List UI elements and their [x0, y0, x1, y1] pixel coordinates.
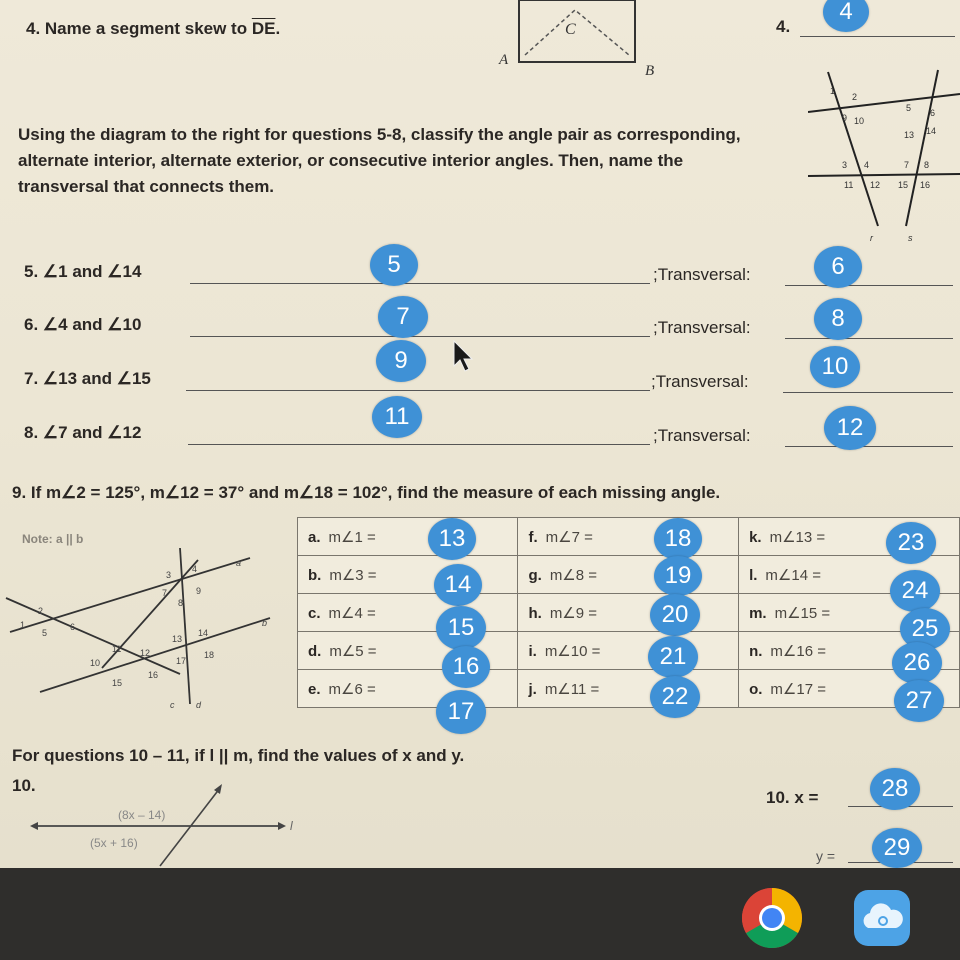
answer-badge-27[interactable]: 27	[894, 680, 944, 722]
q9-note: Note: a || b	[22, 532, 84, 546]
q6-transversal-line	[785, 338, 953, 339]
answer-badge-28[interactable]: 28	[870, 768, 920, 810]
x-answer-label: 10. x =	[766, 788, 819, 807]
mouse-cursor-icon	[453, 340, 477, 374]
q7-transversal-line	[783, 392, 953, 393]
cell-e: e. m∠6 =	[298, 670, 518, 708]
answer-badge-9[interactable]: 9	[376, 340, 426, 382]
svg-text:14: 14	[926, 126, 937, 136]
svg-text:16: 16	[148, 670, 159, 680]
svg-text:13: 13	[172, 634, 183, 644]
table-row	[298, 594, 960, 632]
answer-badge-29[interactable]: 29	[872, 828, 922, 868]
svg-text:1: 1	[830, 86, 836, 96]
cell-n: n. m∠16 =	[739, 632, 960, 670]
answer-badge-7[interactable]: 7	[378, 296, 428, 338]
table-row	[298, 556, 960, 594]
q8-text: 8. ∠7 and ∠12	[24, 423, 142, 442]
svg-text:2: 2	[852, 92, 858, 102]
svg-text:6: 6	[70, 622, 76, 632]
cell-b: b. m∠3 =	[298, 556, 518, 594]
answer-badge-23[interactable]: 23	[886, 522, 936, 564]
expr-1: (8x – 14)	[118, 808, 166, 822]
table-row	[298, 670, 960, 708]
q4-text: 4. Name a segment skew to $\overline{DE}$.	[26, 19, 281, 38]
segment-de: $\overline{DE}$	[251, 19, 276, 38]
svg-text:16: 16	[920, 180, 931, 190]
answer-badge-21[interactable]: 21	[648, 636, 698, 678]
answer-badge-24[interactable]: 24	[890, 570, 940, 612]
q5-transversal-line	[785, 285, 953, 286]
cell-k: k. m∠13 =	[739, 518, 960, 556]
transversal-diagram	[808, 66, 960, 242]
svg-text:r: r	[870, 233, 873, 242]
answer-badge-4[interactable]: 4	[823, 0, 869, 32]
cloud-icon[interactable]	[852, 888, 912, 948]
svg-text:3: 3	[166, 570, 172, 580]
answer-badge-18[interactable]: 18	[654, 518, 702, 560]
q4-answer-label: 4.	[776, 17, 791, 36]
cell-h: h. m∠9 =	[518, 594, 739, 632]
svg-text:a: a	[236, 558, 242, 568]
q4-answer-line	[800, 36, 955, 37]
answer-badge-12[interactable]: 12	[824, 406, 876, 450]
label-b: B	[645, 63, 655, 79]
q8-transversal-line	[785, 446, 953, 447]
q10-number: 10.	[12, 776, 36, 795]
svg-text:9: 9	[842, 113, 848, 123]
svg-text:13: 13	[904, 130, 915, 140]
answer-badge-5[interactable]: 5	[370, 244, 418, 286]
cell-o: o. m∠17 =	[739, 670, 960, 708]
svg-text:8: 8	[178, 598, 184, 608]
answer-badge-19[interactable]: 19	[654, 556, 702, 596]
label-c: C	[565, 21, 576, 38]
svg-text:11: 11	[844, 180, 854, 190]
q5-transversal-label: ;Transversal:	[653, 265, 751, 284]
cell-g: g. m∠8 =	[518, 556, 739, 594]
table-row	[298, 518, 960, 556]
q9-text: 9. If m∠2 = 125°, m∠12 = 37° and m∠18 = 102°, find the measure of each missing angle.	[12, 483, 721, 502]
svg-text:6: 6	[930, 108, 936, 118]
answer-badge-22[interactable]: 22	[650, 676, 700, 718]
q7-answer-line	[186, 390, 650, 391]
q5-text: 5. ∠1 and ∠14	[24, 262, 142, 281]
svg-text:b: b	[262, 618, 268, 628]
cell-l: l. m∠14 =	[739, 556, 960, 594]
line-l-label: l	[290, 819, 293, 833]
q9-angle-diagram	[0, 540, 285, 712]
svg-text:5: 5	[42, 628, 48, 638]
answer-badge-13[interactable]: 13	[428, 518, 476, 560]
q6-transversal-label: ;Transversal:	[653, 318, 751, 337]
answer-badge-25[interactable]: 25	[900, 608, 950, 650]
cell-i: i. m∠10 =	[518, 632, 739, 670]
q8-answer-line	[188, 444, 650, 445]
svg-text:10: 10	[854, 116, 865, 126]
q6-answer-line	[190, 336, 650, 337]
svg-text:10: 10	[90, 658, 101, 668]
svg-text:15: 15	[898, 180, 909, 190]
svg-text:7: 7	[904, 160, 910, 170]
instructions-text: Using the diagram to the right for questions 5-8, classify the angle pair as corresponding, alternate interior, alternate exterior, or consecutive interior angles. Then, name the transversal that connects them.	[18, 125, 741, 196]
answer-badge-10[interactable]: 10	[810, 346, 860, 388]
answer-badge-15[interactable]: 15	[436, 606, 486, 650]
q7-transversal-label: ;Transversal:	[651, 372, 749, 391]
q10-11-heading: For questions 10 – 11, if l || m, find the values of x and y.	[12, 746, 465, 765]
svg-text:4: 4	[864, 160, 870, 170]
svg-text:18: 18	[204, 650, 215, 660]
svg-text:1: 1	[20, 620, 26, 630]
q5-answer-line	[190, 283, 650, 284]
svg-text:8: 8	[924, 160, 930, 170]
svg-text:17: 17	[176, 656, 187, 666]
answer-badge-26[interactable]: 26	[892, 642, 942, 684]
svg-text:11: 11	[112, 644, 122, 654]
y-answer-label: y =	[816, 848, 836, 864]
svg-text:c: c	[170, 700, 175, 710]
cell-d: d. m∠5 =	[298, 632, 518, 670]
answer-badge-8[interactable]: 8	[814, 298, 862, 340]
answer-badge-20[interactable]: 20	[650, 594, 700, 636]
top-rectangle-diagram	[495, 0, 665, 80]
cell-m: m. m∠15 =	[739, 594, 960, 632]
q10-diagram	[28, 780, 308, 868]
table-row	[298, 632, 960, 670]
svg-text:5: 5	[906, 103, 912, 113]
q7-text: 7. ∠13 and ∠15	[24, 369, 151, 388]
svg-text:s: s	[908, 233, 913, 242]
taskbar	[0, 868, 960, 960]
answer-badge-16[interactable]: 16	[442, 646, 490, 688]
svg-text:12: 12	[870, 180, 881, 190]
expr-2: (5x + 16)	[90, 836, 138, 850]
svg-text:4: 4	[192, 564, 198, 574]
answer-badge-14[interactable]: 14	[434, 564, 482, 606]
chrome-icon[interactable]	[740, 886, 804, 950]
cell-c: c. m∠4 =	[298, 594, 518, 632]
missing-angle-table	[297, 517, 960, 708]
answer-badge-17[interactable]: 17	[436, 690, 486, 734]
svg-text:d: d	[196, 700, 202, 710]
answer-badge-11[interactable]: 11	[372, 396, 422, 438]
svg-text:12: 12	[140, 648, 151, 658]
svg-text:9: 9	[196, 586, 202, 596]
q8-transversal-label: ;Transversal:	[653, 426, 751, 445]
svg-text:15: 15	[112, 678, 123, 688]
cell-j: j. m∠11 =	[518, 670, 739, 708]
answer-badge-6[interactable]: 6	[814, 246, 862, 288]
svg-text:7: 7	[162, 588, 168, 598]
svg-text:2: 2	[38, 606, 44, 616]
label-a: A	[499, 52, 509, 68]
svg-text:14: 14	[198, 628, 209, 638]
svg-text:3: 3	[842, 160, 848, 170]
cell-f: f. m∠7 =	[518, 518, 739, 556]
cell-a: a. m∠1 =	[298, 518, 518, 556]
q6-text: 6. ∠4 and ∠10	[24, 315, 142, 334]
